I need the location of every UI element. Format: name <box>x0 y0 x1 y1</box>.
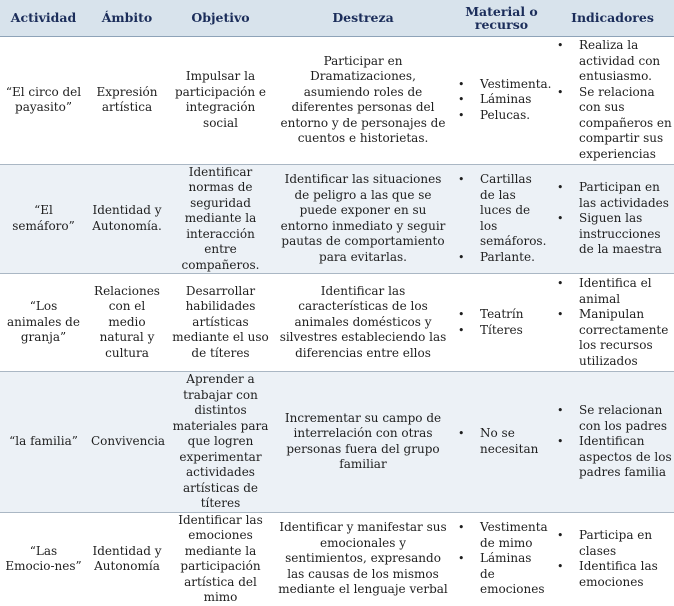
cell-destreza: Participar en Dramatizaciones, asumiendo roles de diferentes personas del entorno y de personajes de cuentos e historietas. <box>274 36 452 164</box>
bullet-icon: • <box>458 323 465 337</box>
list-item <box>555 276 672 307</box>
list-item-text: Siguen las instrucciones de la maestra <box>579 211 662 256</box>
cell-indicadores-list <box>555 528 672 590</box>
header-ambito: Ámbito <box>87 0 167 36</box>
list-item <box>555 403 672 434</box>
list-item-text: Manipulan correctamente los recursos utilizados <box>579 307 669 368</box>
cell-material <box>452 164 551 274</box>
cell-indicadores-list <box>555 403 672 481</box>
list-item-text: Se relacionan con los padres <box>579 403 668 433</box>
cell-material <box>452 274 551 372</box>
list-item-text: Pelucas. <box>480 107 531 122</box>
cell-actividad: “El semáforo” <box>0 164 87 274</box>
cell-objetivo: Desarrollar habilidades artísticas mediante el uso de títeres <box>167 274 274 372</box>
cell-destreza: Identificar las situaciones de peligro a las que se puede exponer en su entorno inmediato y seguir pautas de comportamiento para evitarlas. <box>274 164 452 274</box>
cell-indicadores <box>551 372 674 513</box>
header-actividad: Actividad <box>0 0 87 36</box>
bullet-icon: • <box>458 521 465 535</box>
list-item <box>456 323 549 339</box>
cell-indicadores <box>551 512 674 606</box>
list-item <box>555 307 672 369</box>
header-objetivo: Objetivo <box>167 0 274 36</box>
list-item <box>555 559 672 590</box>
list-item-text: Parlante. <box>480 249 535 264</box>
header-material: Material o recurso <box>452 0 551 36</box>
cell-objetivo: Identificar normas de seguridad mediante la interacción entre compañeros. <box>167 164 274 274</box>
bullet-icon: • <box>557 85 564 99</box>
list-item-text: Participa en clases <box>579 528 653 558</box>
cell-actividad: “Los animales de granja” <box>0 274 87 372</box>
cell-material <box>452 36 551 164</box>
list-item <box>456 92 549 108</box>
cell-objetivo: Identificar las emociones mediante la participación artística del mimo <box>167 512 274 606</box>
bullet-icon: • <box>557 435 564 448</box>
header-destreza: Destreza <box>274 0 452 36</box>
table-row <box>0 36 674 164</box>
list-item-text: Teatrín <box>480 307 524 321</box>
cell-ambito: Identidad y Autonomía. <box>87 164 167 274</box>
bullet-icon: • <box>458 77 465 91</box>
bullet-icon: • <box>458 250 465 264</box>
cell-actividad: “El circo del payasito” <box>0 36 87 164</box>
cell-ambito: Convivencia <box>87 372 167 513</box>
bullet-icon: • <box>458 108 465 122</box>
list-item <box>456 108 549 124</box>
cell-ambito: Relaciones con el medio natural y cultura <box>87 274 167 372</box>
list-item <box>456 307 549 323</box>
bullet-icon: • <box>458 173 465 187</box>
list-item <box>456 172 549 250</box>
bullet-icon: • <box>557 181 564 194</box>
list-item-text: Cartillas de las luces de los semáforos. <box>480 172 547 249</box>
header-indicadores: Indicadores <box>551 0 674 36</box>
header-row <box>0 0 674 36</box>
list-item-text: Identifican aspectos de los padres familia <box>579 434 672 479</box>
bullet-icon: • <box>557 529 564 542</box>
bullet-icon: • <box>557 404 564 417</box>
list-item-text: Títeres <box>480 322 523 337</box>
list-item-text: Láminas <box>480 92 532 107</box>
bullet-icon: • <box>458 552 465 566</box>
list-item <box>555 180 672 211</box>
list-item <box>555 434 672 481</box>
cell-objetivo: Impulsar la participación e integración social <box>167 36 274 164</box>
bullet-icon: • <box>557 39 564 52</box>
cell-ambito: Expresión artística <box>87 36 167 164</box>
cell-indicadores-list <box>555 38 672 162</box>
list-item <box>555 211 672 258</box>
bullet-icon: • <box>557 277 564 290</box>
table-row <box>0 372 674 513</box>
cell-material <box>452 512 551 606</box>
table-row <box>0 274 674 372</box>
list-item-text: Se relaciona con sus compañeros en compartir sus experiencias <box>579 84 672 161</box>
cell-destreza: Incrementar su campo de interrelación con otras personas fuera del grupo familiar <box>274 372 452 513</box>
cell-destreza: Identificar y manifestar sus emocionales y sentimientos, expresando las causas de los mismos mediante el lenguaje verbal <box>274 512 452 606</box>
cell-material-list <box>456 426 549 457</box>
list-item <box>555 38 672 85</box>
cell-material-list <box>456 172 549 265</box>
list-item <box>555 528 672 559</box>
cell-material <box>452 372 551 513</box>
list-item-text: Participan en las actividades <box>579 180 669 210</box>
cell-material-list <box>456 307 549 338</box>
table-row <box>0 164 674 274</box>
list-item <box>456 426 549 457</box>
list-item-text: Realiza la actividad con entusiasmo. <box>579 38 661 83</box>
cell-material-list <box>456 520 549 598</box>
list-item-text: Vestimenta. <box>480 76 552 91</box>
list-item <box>555 85 672 163</box>
list-item-text: Láminas de emociones <box>480 551 545 597</box>
list-item <box>456 520 549 551</box>
cell-indicadores-list <box>555 276 672 369</box>
cell-destreza: Identificar las características de los animales domésticos y silvestres estableciendo las diferencias entre ellos <box>274 274 452 372</box>
list-item <box>456 551 549 598</box>
list-item-text: Identifica el animal <box>579 276 652 306</box>
cell-material-list <box>456 76 552 124</box>
cell-actividad: “la familia” <box>0 372 87 513</box>
bullet-icon: • <box>458 427 465 441</box>
table-row <box>0 512 674 606</box>
list-item <box>456 250 549 266</box>
bullet-icon: • <box>557 308 564 321</box>
list-item-text: Vestimenta de mimo <box>480 520 548 550</box>
bullet-icon: • <box>458 308 465 321</box>
bullet-icon: • <box>458 93 465 107</box>
list-item-text: Identifica las emociones <box>579 559 658 589</box>
cell-objetivo: Aprender a trabajar con distintos materiales para que logren experimentar actividades artísticas de títeres <box>167 372 274 513</box>
cell-indicadores <box>551 274 674 372</box>
cell-ambito: Identidad y Autonomía <box>87 512 167 606</box>
list-item-text: No se necesitan <box>480 426 539 456</box>
bullet-icon: • <box>557 560 564 573</box>
bullet-icon: • <box>557 212 564 225</box>
cell-indicadores-list <box>555 180 672 258</box>
cell-actividad: “Las Emocio-nes” <box>0 512 87 606</box>
cell-indicadores <box>551 164 674 274</box>
list-item <box>456 76 552 93</box>
cell-indicadores <box>551 36 674 164</box>
